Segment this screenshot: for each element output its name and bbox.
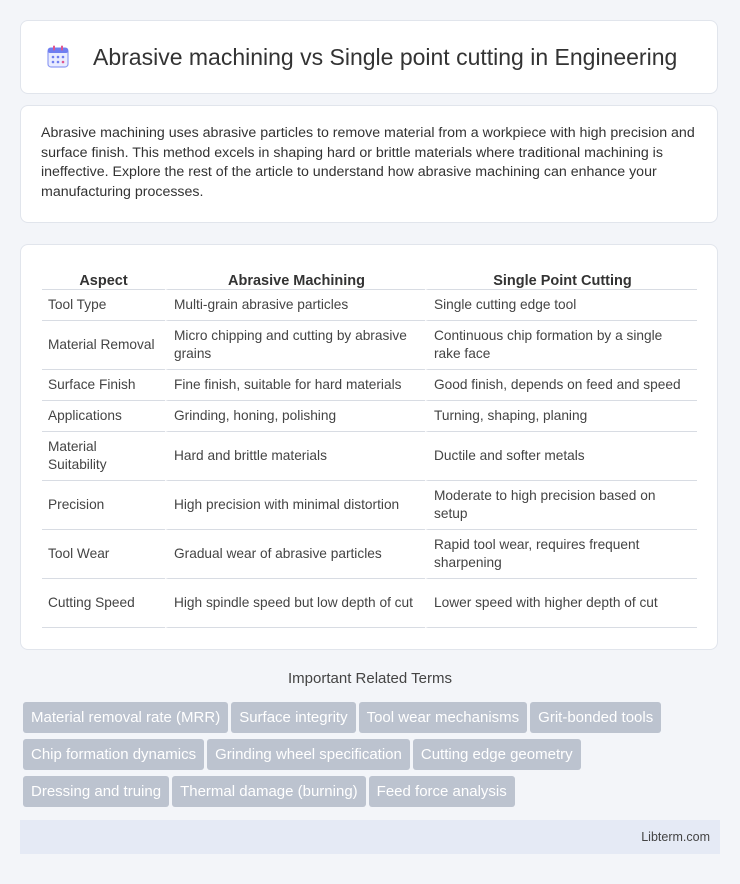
abrasive-cell: High spindle speed but low depth of cut [165,579,425,628]
abrasive-cell: High precision with minimal distortion [165,481,425,530]
single-point-cell: Continuous chip formation by a single rake face [425,321,697,370]
single-point-cell: Single cutting edge tool [425,290,697,321]
table-row [42,530,697,579]
related-term-tag[interactable]: Thermal damage (burning) [172,776,366,807]
header-card [20,20,718,94]
table-row [42,370,697,401]
related-terms-heading: Important Related Terms [288,670,452,687]
aspect-cell: Material Removal [42,321,165,370]
abrasive-cell: Hard and brittle materials [165,432,425,481]
related-term-tag[interactable]: Tool wear mechanisms [359,702,528,733]
footer [20,820,720,854]
abrasive-cell: Multi-grain abrasive particles [165,290,425,321]
related-term-tag[interactable]: Material removal rate (MRR) [23,702,228,733]
abrasive-cell: Micro chipping and cutting by abrasive grains [165,321,425,370]
column-header: Abrasive Machining [165,265,425,290]
document-list-icon [45,44,71,70]
related-term-tag[interactable]: Feed force analysis [369,776,515,807]
abrasive-cell: Gradual wear of abrasive particles [165,530,425,579]
single-point-cell: Good finish, depends on feed and speed [425,370,697,401]
related-term-tag[interactable]: Dressing and truing [23,776,169,807]
table-row [42,432,697,481]
aspect-cell: Applications [42,401,165,432]
table-row [42,321,697,370]
aspect-cell: Cutting Speed [42,579,165,628]
aspect-cell: Tool Wear [42,530,165,579]
aspect-cell: Tool Type [42,290,165,321]
table-row [42,481,697,530]
page-title: Abrasive machining vs Single point cutting in Engineering [93,43,678,70]
single-point-cell: Rapid tool wear, requires frequent sharpening [425,530,697,579]
table-row [42,401,697,432]
related-term-tag[interactable]: Chip formation dynamics [23,739,204,770]
aspect-cell: Surface Finish [42,370,165,401]
comparison-table [42,265,697,628]
footer-brand-link[interactable]: Libterm.com [641,830,710,844]
comparison-card [20,244,718,650]
single-point-cell: Turning, shaping, planing [425,401,697,432]
related-term-tag[interactable]: Grinding wheel specification [207,739,410,770]
abrasive-cell: Fine finish, suitable for hard materials [165,370,425,401]
column-header: Single Point Cutting [425,265,697,290]
column-header: Aspect [42,265,165,290]
aspect-cell: Precision [42,481,165,530]
table-header-row [42,265,697,290]
related-terms-list [23,702,723,813]
aspect-cell: Material Suitability [42,432,165,481]
abrasive-cell: Grinding, honing, polishing [165,401,425,432]
related-term-tag[interactable]: Cutting edge geometry [413,739,581,770]
related-term-tag[interactable]: Grit-bonded tools [530,702,661,733]
table-row [42,290,697,321]
single-point-cell: Moderate to high precision based on setup [425,481,697,530]
table-row [42,579,697,628]
single-point-cell: Ductile and softer metals [425,432,697,481]
intro-text: Abrasive machining uses abrasive particles to remove material from a workpiece with high precision and surface finish. This method excels in shaping hard or brittle materials where traditional machining is ineffective. Explore the rest of the article to understand how abrasive machining can enhance your manufacturing processes. [41,125,695,200]
single-point-cell: Lower speed with higher depth of cut [425,579,697,628]
related-term-tag[interactable]: Surface integrity [231,702,355,733]
intro-card [20,105,718,223]
